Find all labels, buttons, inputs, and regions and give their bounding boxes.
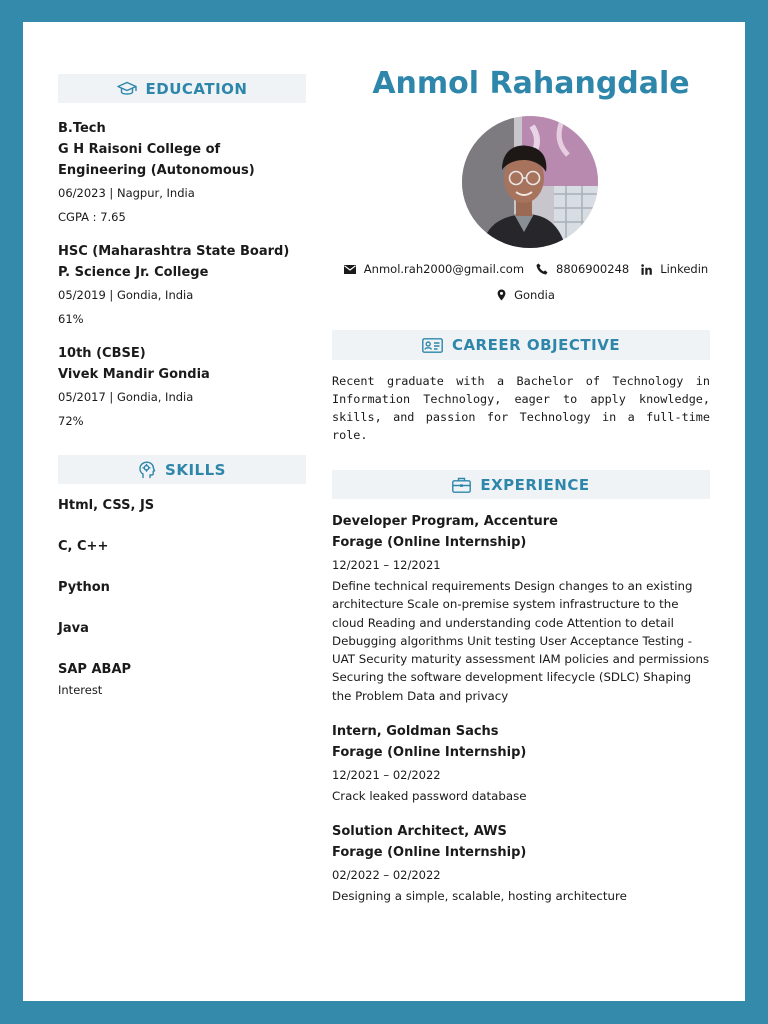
education-heading	[58, 74, 306, 103]
skills-heading	[58, 455, 306, 484]
job-description: Crack leaked password database	[332, 789, 527, 804]
education-degree: HSC (Maharashtra State Board)	[58, 244, 290, 259]
photo-wrap	[350, 116, 710, 248]
skill-item: C, C++	[58, 539, 109, 554]
experience-entry	[332, 721, 710, 805]
linkedin-icon	[641, 264, 652, 275]
job-title: Developer Program, Accenture	[332, 514, 558, 529]
contact-row	[342, 260, 710, 278]
education-entry	[58, 343, 306, 433]
job-organization: Forage (Online Internship)	[332, 535, 527, 550]
linkedin-contact[interactable]	[641, 260, 708, 278]
education-dates-location: 05/2017 | Gondia, India	[58, 390, 194, 404]
education-school: G H Raisoni College of Engineering (Autonomous)	[58, 142, 255, 178]
education-degree: 10th (CBSE)	[58, 346, 146, 361]
job-title: Solution Architect, AWS	[332, 824, 507, 840]
experience-entry	[332, 511, 710, 705]
job-dates: 12/2021 – 12/2021	[332, 558, 441, 572]
email-text: Anmol.rah2000@gmail.com	[363, 262, 525, 276]
education-school: P. Science Jr. College	[58, 265, 209, 280]
profile-photo	[462, 116, 598, 248]
career-objective-heading-label: CAREER OBJECTIVE	[451, 336, 621, 354]
career-objective-heading	[332, 330, 710, 360]
phone-contact[interactable]	[536, 260, 629, 278]
job-description: Designing a simple, scalable, hosting architecture	[332, 889, 627, 904]
graduation-cap-icon	[117, 81, 137, 97]
right-column	[332, 62, 710, 906]
location-row	[342, 286, 710, 304]
phone-text: 8806900248	[556, 262, 630, 276]
job-description: Define technical requirements Design changes to an existing architecture Scale on-premise system infrastructure to the cloud Reading and understanding code Attention to detail Debugging algorithms Unit testing User Acceptance Testing - UAT Security maturity assessment IAM policies and permissions Securing the software development lifecycle (SDLC) Shaping the Problem Data and privacy	[332, 579, 710, 703]
experience-heading	[332, 470, 710, 499]
resume-page	[23, 22, 745, 1001]
education-score: 61%	[58, 312, 84, 326]
education-dates-location: 06/2023 | Nagpur, India	[58, 186, 195, 200]
skill-item: Python	[58, 580, 110, 595]
experience-heading-label: EXPERIENCE	[480, 475, 590, 494]
education-school: Vivek Mandir Gondia	[58, 367, 210, 382]
skill-item: Java	[58, 621, 89, 636]
skills-list	[58, 484, 306, 700]
email-contact[interactable]	[344, 260, 524, 278]
candidate-name: Anmol Rahangdale	[372, 66, 690, 101]
interest-label: Interest	[58, 683, 103, 697]
education-entry	[58, 118, 306, 229]
job-dates: 12/2021 – 02/2022	[332, 768, 441, 783]
location-contact	[497, 286, 555, 304]
job-dates: 02/2022 – 02/2022	[332, 868, 441, 883]
id-card-icon	[422, 338, 443, 353]
skills-heading-label: SKILLS	[165, 460, 226, 479]
phone-icon	[536, 263, 548, 275]
job-title: Intern, Goldman Sachs	[332, 724, 499, 740]
education-entry	[58, 241, 306, 331]
education-dates-location: 05/2019 | Gondia, India	[58, 288, 194, 302]
job-organization: Forage (Online Internship)	[332, 745, 527, 761]
skill-item: Html, CSS, JS	[58, 498, 155, 513]
education-score: CGPA : 7.65	[58, 210, 126, 224]
location-text: Gondia	[514, 288, 555, 302]
education-degree: B.Tech	[58, 121, 106, 136]
left-column	[58, 74, 306, 700]
education-score: 72%	[58, 414, 84, 428]
experience-entry	[332, 821, 710, 905]
skill-item: SAP ABAP	[58, 662, 132, 677]
education-heading-label: EDUCATION	[145, 79, 248, 98]
map-pin-icon	[497, 289, 506, 301]
briefcase-icon	[452, 477, 471, 493]
head-brain-icon	[138, 461, 156, 479]
envelope-icon	[344, 265, 356, 274]
linkedin-text: Linkedin	[660, 262, 709, 276]
career-objective-text: Recent graduate with a Bachelor of Technology in Information Technology, eager to apply knowledge, skills, and passion for Technology in a full-time role.	[332, 374, 710, 442]
job-organization: Forage (Online Internship)	[332, 845, 527, 861]
